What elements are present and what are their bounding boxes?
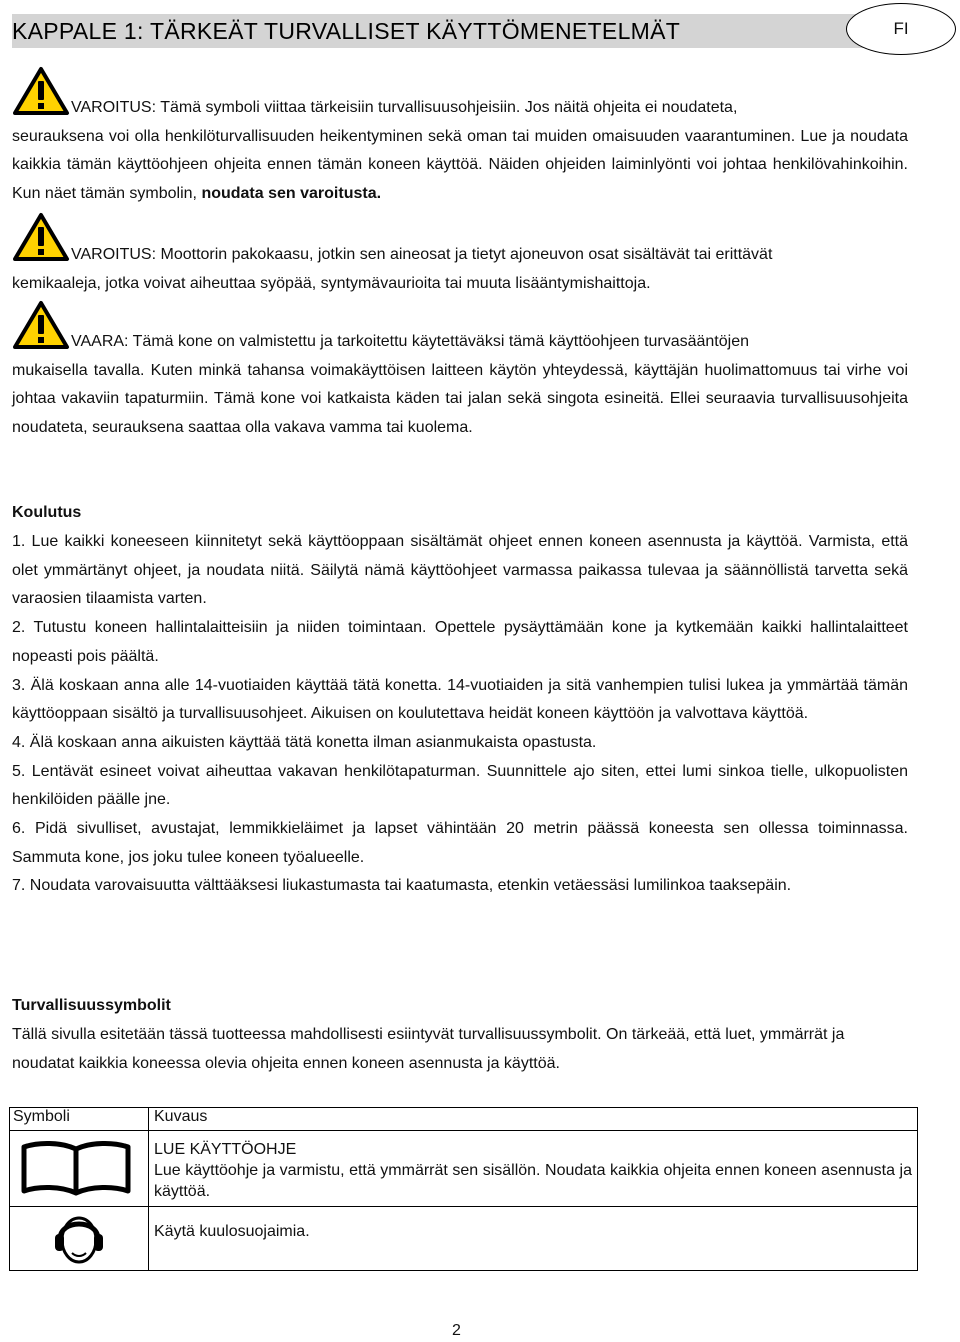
danger-label: VAARA: <box>71 333 129 350</box>
column-header-description: Kuvaus <box>149 1108 918 1131</box>
safety-symbols-table <box>9 1107 918 1271</box>
column-header-symbol: Symboli <box>10 1108 149 1131</box>
list-item: 1. Lue kaikki koneeseen kiinnitetyt sekä käyttöoppaan sisältämät ohjeet ennen koneen asennusta ja käyttöä. Varmista, että olet ymmärtänyt ohjeet, ja noudata niitä. Säilytä nämä käyttöohjeet varmassa paikassa tulevaa ja säännöllistä tarvetta sekä varaosien tilaamista varten. <box>12 533 908 608</box>
chapter-title: KAPPALE 1: TÄRKEÄT TURVALLISET KÄYTTÖMENETELMÄT <box>12 18 681 44</box>
symbols-intro-text: Tällä sivulla esitetään tässä tuotteessa mahdollisesti esiintyvät turvallisuussymbolit. On tärkeää, että luet, ymmärrät ja noudatat kaikkia koneessa olevia ohjeita ennen koneen asennusta ja käyttöä. <box>12 1026 845 1072</box>
warning-text-line1: Tämä symboli viittaa tärkeisiin turvallisuusohjeisiin. Jos näitä ohjeita ei noudateta, <box>156 99 738 116</box>
book-icon <box>10 1131 148 1202</box>
warning-notice-2 <box>12 241 908 298</box>
symbol-cell <box>10 1131 149 1207</box>
table-header-row <box>10 1108 918 1131</box>
section-heading-training: Koulutus <box>12 504 82 521</box>
symbol-title: LUE KÄYTTÖOHJE <box>154 1141 297 1158</box>
list-item: 7. Noudata varovaisuutta välttääksesi liukastumasta tai kaatumasta, etenkin vetäessäsi lumilinkoa taaksepäin. <box>12 877 792 895</box>
table-row <box>10 1131 918 1207</box>
chapter-header <box>12 14 912 48</box>
symbol-description: Lue käyttöohje ja varmistu, että ymmärrät sen sisällön. Noudata kaikkia ohjeita ennen koneen asennusta ja käyttöä. <box>154 1162 912 1200</box>
warning-text-line1: Moottorin pakokaasu, jotkin sen aineosat ja tietyt ajoneuvon osat sisältävät tai erittävät <box>156 246 773 263</box>
warning-notice-1 <box>12 94 908 209</box>
warning-label: VAROITUS: <box>71 99 157 116</box>
page-number: 2 <box>452 1322 461 1339</box>
list-item: 6. Pidä sivulliset, avustajat, lemmikkieläimet ja lapset vähintään 20 metrin päässä koneesta sen ollessa toiminnassa. Sammuta kone, jos joku tulee koneen työalueelle. <box>12 820 908 866</box>
section-heading-symbols: Turvallisuussymbolit <box>12 997 171 1014</box>
symbol-description: Käytä kuulosuojaimia. <box>154 1223 310 1240</box>
warning-text: kemikaaleja, jotka voivat aiheuttaa syöpää, syntymävaurioita tai muuta lisääntymishaittoja. <box>12 274 651 292</box>
ear-protection-icon <box>10 1207 148 1270</box>
symbols-intro <box>12 1021 908 1078</box>
list-item: 4. Älä koskaan anna aikuisten käyttää tätä konetta ilman asianmukaista opastusta. <box>12 733 597 751</box>
symbol-cell <box>10 1207 149 1271</box>
warning-emphasis-end: . <box>376 185 382 203</box>
table-row <box>10 1207 918 1271</box>
training-list <box>12 528 908 901</box>
danger-text-line1: Tämä kone on valmistettu ja tarkoitettu käytettäväksi tämä käyttöohjeen turvasääntöjen <box>128 333 749 350</box>
list-item: 5. Lentävät esineet voivat aiheuttaa vakavan henkilötapaturman. Suunnittele ajo siten, ettei lumi sinkoa tielle, ulkopuolisten henkilöiden päälle jne. <box>12 762 908 809</box>
list-item: 2. Tutustu koneen hallintalaitteisiin ja niiden toimintaan. Opettele pysäyttämään kone ja kytkemään kaikki hallintalaitteet nopeasti pois päältä. <box>12 619 908 665</box>
warning-emphasis: noudata sen varoitusta <box>201 185 377 203</box>
warning-text: seurauksena voi olla henkilöturvallisuuden heikentyminen sekä oman tai muiden omaisuuden vaarantuminen. Lue ja noudata kaikkia tämän käyttöohjeen ohjeita ennen tämän koneen käyttöä. Näiden ohjeiden laiminlyönti voi johtaa henkilövahinkoihin. Kun näet tämän symbolin, <box>12 127 908 203</box>
language-badge <box>846 3 956 55</box>
danger-notice <box>12 328 908 443</box>
danger-text: mukaisella tavalla. Kuten minkä tahansa voimakäyttöisen laitteen käytön yhteydessä, käyttäjän huolimattomuus tai virhe voi johtaa vakaviin tapaturmiin. Tämä kone voi katkaista käden tai jalan sekä singota esineitä. Ellei seuraavia turvallisuusohjeita noudateta, seurauksena saattaa olla vakava vamma tai kuolema. <box>12 361 908 437</box>
description-cell <box>149 1131 918 1207</box>
description-cell <box>149 1207 918 1271</box>
language-code: FI <box>893 19 909 38</box>
list-item: 3. Älä koskaan anna alle 14-vuotiaiden käyttää tätä konetta. 14-vuotiaiden ja sitä vanhempien tulisi lukea ja ymmärtää tämän käyttöoppaan sisältö ja turvallisuusohjeet. Aikuisen on koulutettava heidät koneen käyttöön ja valvottava käyttöä. <box>12 676 908 723</box>
warning-label: VAROITUS: <box>71 246 157 263</box>
